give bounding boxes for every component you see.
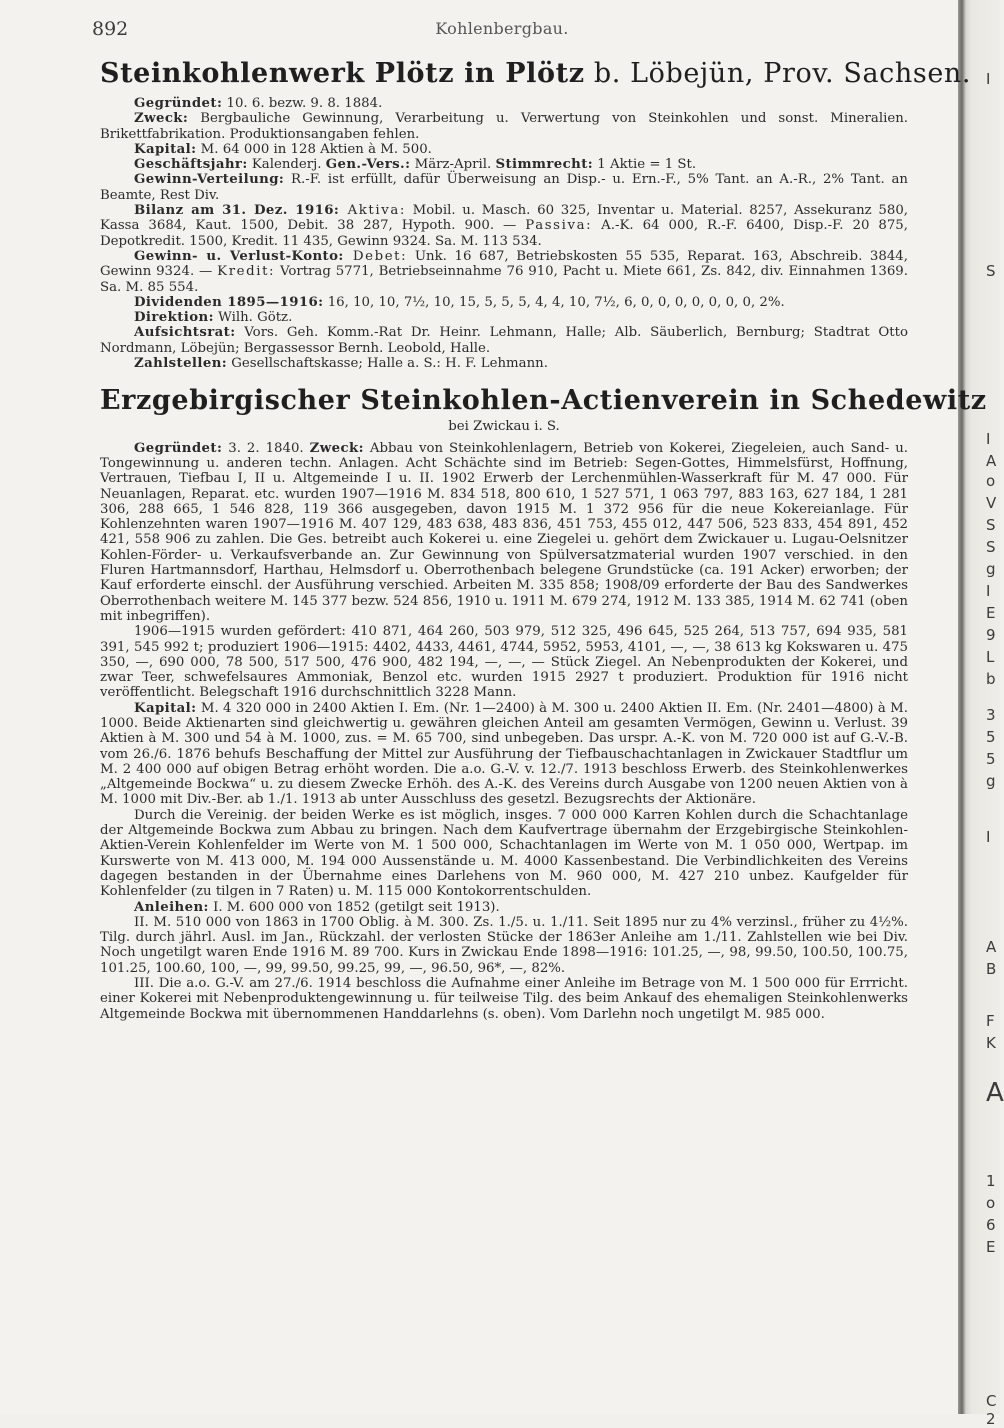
- paragraph-vereinigung: [100, 808, 908, 900]
- edge-char: L: [986, 648, 995, 666]
- paragraph-gruendung-zweck: [100, 441, 908, 625]
- field-label: Anleihen:: [134, 899, 209, 915]
- field-label: Gegründet:: [134, 96, 223, 111]
- field-geschaeftsjahr: [100, 157, 908, 172]
- field-label: Gegründet:: [134, 440, 223, 456]
- field-text: R.-F. ist erfüllt, dafür Überweisung an Disp.- u. Ern.-F., 5% Tant. an A.-R., 2% Tant. an Beamte, Rest Div.: [100, 172, 908, 203]
- field-label: Zweck:: [309, 440, 364, 456]
- field-text: I. M. 600 000 von 1852 (getilgt seit 1913).: [208, 899, 500, 915]
- running-head: Kohlenbergbau.: [435, 19, 569, 38]
- edge-char: F: [986, 1012, 995, 1030]
- edge-char: I: [986, 582, 991, 600]
- field-text: II. M. 510 000 von 1863 in 1700 Oblig. à M. 300. Zs. 1./5. u. 1./11. Seit 1895 nur zu 4% verzinsl., früher zu 4½%. Tilg. durch jährl. Ausl. im Jan., Rückzahl. der verlosten Stücke der 1863er Anleihe am 1./11. Zahlstellen wie bei Div. Noch ungetilgt waren Ende 1916 M. 89 700. Kurs in Zwickau Ende 1898—1916: 101.25, —, 98, 99.50, 100.50, 100.75, 101.25, 100.60, 100, —, 99, 99.50, 99.25, 99, —, 96.50, 96*, —, 82%.: [100, 914, 908, 976]
- field-label: Kapital:: [134, 700, 197, 716]
- field-text: Abbau von Steinkohlenlagern, Betrieb von Kokerei, Ziegeleien, auch Sand- u. Tongewinnung u. anderen techn. Anlagen. Acht Schächte sind im Betrieb: Segen-Gottes, Himmelsfürst, Hoffnung, Vertrauen, Tiefbau I, II u. Altgemeinde I u. II. 1902 Erwerb der Lerchenmühlen-Wasserkraft für M. 47 000. Für Neuanlagen, Reparat. etc. wurden 1907—1916 M. 834 518, 800 610, 1 527 571, 1 063 797, 883 163, 627 184, 1 281 306, 288 665, 1 546 828, 119 366 ausgegeben, davon 1915 M. 1 372 956 für die neue Kokereianlage. Für Kohlenzehnten waren 1907—1916 M. 407 129, 483 638, 483 836, 451 753, 455 012, 447 506, 523 833, 454 891, 452 421, 558 906 zu zahlen. Die Ges. betreibt auch Kokerei u. eine Ziegelei u. gehört dem Zwickauer u. Lugau-Oelsnitzer Kohlen-Förder- u. Verkaufsverbande an. Zur Gewinnung von Spülversatzmaterial wurden 1907 verschied. in den Fluren Hartmannsdorf, Harthau, Helmsdorf u. Oberrothenbach belegene Grundstücke (ca. 191 Acker) erworben; der Kauf erforderte einschl. der Ausführung verschied. Arbeiten M. 335 858; 1908/09 erforderte der Bau des Sandwerkes Oberrothenbach weitere M. 145 377 bezw. 524 856, 1910 u. 1911 M. 679 274, 1912 M. 133 385, 1914 M. 62 741 (oben mit inbegriffen).: [100, 440, 908, 624]
- edge-char: S: [986, 538, 996, 556]
- field-text: III. Die a.o. G.-V. am 27./6. 1914 beschloss die Aufnahme einer Anleihe im Betrage von M. 1 500 000 für Errricht. einer Kokerei mit Nebenproduktengewinnung u. für teilweise Tilg. des beim Ankauf des ehemaligen Steinkohlenwerks Altgemeinde Bockwa mit übernommenen Handdarlehns (s. oben). Vom Darlehn noch ungetilgt M. 985 000.: [100, 976, 908, 1022]
- field-label: Gewinn- u. Verlust-Konto:: [134, 248, 344, 264]
- field-dividenden: [100, 295, 908, 310]
- field-label: Gewinn-Verteilung:: [134, 172, 285, 188]
- edge-char: 6: [986, 1216, 996, 1234]
- entry-title-location: b. Löbejün, Prov. Sachsen.: [584, 58, 972, 89]
- field-sublabel: Kredit:: [217, 264, 276, 280]
- edge-char: A: [986, 1078, 1004, 1108]
- entry-title-main: Steinkohlenwerk Plötz in Plötz: [100, 58, 585, 89]
- page-number: 892: [92, 18, 129, 40]
- adjacent-page-edge: [986, 0, 1004, 1428]
- field-zahlstellen: [100, 356, 908, 371]
- field-direktion: [100, 310, 908, 325]
- field-text: Mobil. u. Masch. 60 325, Inventar u. Material. 8257, Assekuranz 580, Kassa 3684, Kaut. 1500, Debit. 38 287, Hypoth. 900. —: [100, 203, 909, 234]
- field-text: 3. 2. 1840.: [222, 440, 310, 456]
- edge-char: S: [986, 516, 996, 534]
- field-text: 16, 10, 10, 7½, 10, 15, 5, 5, 5, 4, 4, 10, 7½, 6, 0, 0, 0, 0, 0, 0, 0, 2%.: [323, 294, 785, 310]
- field-label: Direktion:: [134, 310, 214, 326]
- field-text: 1 Aktie = 1 St.: [593, 157, 697, 173]
- edge-char: 9: [986, 626, 996, 644]
- edge-char: I: [986, 828, 991, 846]
- edge-char: 2: [986, 1410, 996, 1428]
- field-aufsichtsrat: [100, 325, 908, 356]
- edge-char: E: [986, 1238, 996, 1256]
- edge-char: K: [986, 1034, 996, 1052]
- entry-subtitle: bei Zwickau i. S.: [448, 419, 560, 435]
- edge-char: o: [986, 1194, 996, 1212]
- field-kapital: [100, 142, 908, 157]
- edge-char: A: [986, 938, 997, 956]
- field-text: M. 4 320 000 in 2400 Aktien I. Em. (Nr. 1—2400) à M. 300 u. 2400 Aktien II. Em. (Nr. 2401—4800) à M. 1000. Beide Aktienarten sind gleichwertig u. gewähren gleichen Anteil am gesamten Vermögen, Gewinn u. Verlust. 39 Aktien à M. 300 und 54 à M. 1000, zus. = M. 65 700, sind unbegeben. Das urspr. A.-K. von M. 720 000 ist auf G.-V.-B. vom 26./6. 1876 behufs Beschaffung der Mittel zur Ausführung der Tiefbauschachtanlagen in Zwickauer Stadtflur um M. 2 400 000 auf obigen Betrag erhöht worden. Die a.o. G.-V. v. 12./7. 1913 beschloss Erwerb. des Steinkohlenwerkes „Altgemeinde Bockwa“ u. zu diesem Zwecke Erhöh. des A.-K. des Vereins durch Ausgabe von 1200 neuen Aktien von à M. 1000 mit Div.-Ber. ab 1./1. 1913 ab unter Ausschluss des gesetzl. Bezugsrechts der Aktionäre.: [100, 700, 908, 808]
- field-gegruendet: [100, 96, 908, 111]
- section-gap: [100, 371, 908, 385]
- edge-char: g: [986, 772, 996, 790]
- paragraph-foerderung: [100, 624, 908, 700]
- entry-title-schedewitz: [100, 385, 987, 417]
- field-gewinn-verteilung: [100, 172, 908, 203]
- paragraph-anleihe-ii: [100, 915, 908, 976]
- field-label: Zweck:: [134, 111, 189, 127]
- edge-char: o: [986, 472, 996, 490]
- paragraph-anleihe-iii: [100, 976, 908, 1022]
- field-sublabel: Aktiva:: [339, 203, 406, 219]
- page-header: [92, 18, 912, 42]
- field-bilanz: [100, 203, 908, 249]
- field-text: M. 64 000 in 128 Aktien à M. 500.: [196, 141, 432, 157]
- page-content: [100, 58, 987, 1022]
- edge-char: 5: [986, 750, 996, 768]
- field-text: Kalenderj.: [247, 157, 326, 173]
- edge-char: 3: [986, 706, 996, 724]
- field-label: Zahlstellen:: [134, 356, 228, 372]
- paragraph-anleihen: [100, 900, 908, 915]
- field-sublabel: Debet:: [343, 248, 408, 264]
- field-label: Dividenden 1895—1916:: [134, 294, 324, 310]
- edge-char: S: [986, 262, 996, 280]
- field-label: Kapital:: [134, 141, 197, 157]
- entry-title-main: Erzgebirgischer Steinkohlen-Actienverein in Schedewitz: [100, 385, 987, 417]
- edge-char: A: [986, 452, 997, 470]
- edge-char: I: [986, 430, 991, 448]
- edge-char: b: [986, 670, 996, 688]
- field-text: Vortrag 5771, Betriebseinnahme 76 910, Pacht u. Miete 661, Zs. 842, div. Einnahmen 1369. Sa. M. 85 554.: [100, 264, 908, 295]
- field-text: A.-K. 64 000, R.-F. 6400, Disp.-F. 20 875, Depotkredit. 1500, Kredit. 11 435, Gewinn 9324. Sa. M. 113 534.: [100, 218, 908, 249]
- field-text: Unk. 16 687, Betriebskosten 55 535, Reparat. 163, Abschreib. 3844, Gewinn 9324. —: [100, 248, 908, 280]
- paragraph-kapital: [100, 701, 908, 808]
- field-label: Aufsichtsrat:: [134, 325, 236, 341]
- field-text: Wilh. Götz.: [213, 310, 293, 326]
- edge-char: 5: [986, 728, 996, 746]
- field-text: 1906—1915 wurden gefördert: 410 871, 464 260, 503 979, 512 325, 496 645, 525 264, 513 757, 694 935, 581 391, 545 992 t; produziert 1906—1915: 4402, 4433, 4461, 4744, 5952, 5953, 4101, —, —, 38 613 kg Kokswaren u. 475 350, —, 690 000, 78 500, 517 500, 476 900, 482 194, —, —, — Stück Ziegel. An Nebenprodukten der Kokerei, und zwar Teer, schwefelsaures Ammoniak, Benzol etc. wurden 1915 2927 t produziert. Produktion für 1916 nicht veröffentlicht. Belegschaft 1916 durchschnittlich 3228 Mann.: [100, 624, 908, 701]
- field-label: Stimmrecht:: [495, 157, 594, 173]
- field-text: Gesellschaftskasse; Halle a. S.: H. F. Lehmann.: [227, 356, 548, 372]
- edge-char: I: [986, 70, 991, 88]
- field-gewinn-verlust: [100, 249, 908, 295]
- field-text: Bergbauliche Gewinnung, Verarbeitung u. Verwertung von Steinkohlen und sonst. Mineralien. Brikettfabrikation. Produktionsangaben fehlen.: [100, 111, 908, 142]
- field-text: Vors. Geh. Komm.-Rat Dr. Heinr. Lehmann, Halle; Alb. Säuberlich, Bernburg; Stadtrat Otto Nordmann, Löbejün; Bergassessor Bernh. Leobold, Halle.: [100, 325, 908, 356]
- edge-char: 1: [986, 1172, 996, 1190]
- edge-char: g: [986, 560, 996, 578]
- edge-char: B: [986, 960, 997, 978]
- field-text: 10. 6. bezw. 9. 8. 1884.: [222, 96, 383, 111]
- field-text: Durch die Vereinig. der beiden Werke es ist möglich, insges. 7 000 000 Karren Kohlen durch die Schachtanlage der Altgemeinde Bockwa zum Abbau zu bringen. Nach dem Kaufvertrage übernahm der Erzgebirgische Steinkohlen-Aktien-Verein Kohlenfelder im Werte von M. 1 500 000, Schachtanlagen im Werte von M. 1 050 000, Wertpap. im Kurswerte von M. 413 000, M. 194 000 Aussenstände u. M. 4000 Kassenbestand. Die Verbindlichkeiten des Vereins dagegen bestanden in der Übernahme eines Darlehens von M. 960 000, M. 427 210 unbez. Kaufgelder für Kohlenfelder (zu tilgen in 7 Raten) u. M. 115 000 Kontokorrentschulden.: [100, 807, 908, 900]
- entry-title-ploetz: [100, 58, 972, 90]
- field-label: Gen.-Vers.:: [325, 157, 411, 173]
- field-sublabel: Passiva:: [525, 218, 593, 234]
- edge-char: E: [986, 604, 996, 622]
- field-zweck: [100, 111, 908, 142]
- edge-char: V: [986, 494, 997, 512]
- field-text: März-April.: [410, 157, 496, 173]
- field-label: Geschäftsjahr:: [134, 157, 248, 173]
- edge-char: C: [986, 1392, 997, 1410]
- field-label: Bilanz am 31. Dez. 1916:: [134, 203, 340, 219]
